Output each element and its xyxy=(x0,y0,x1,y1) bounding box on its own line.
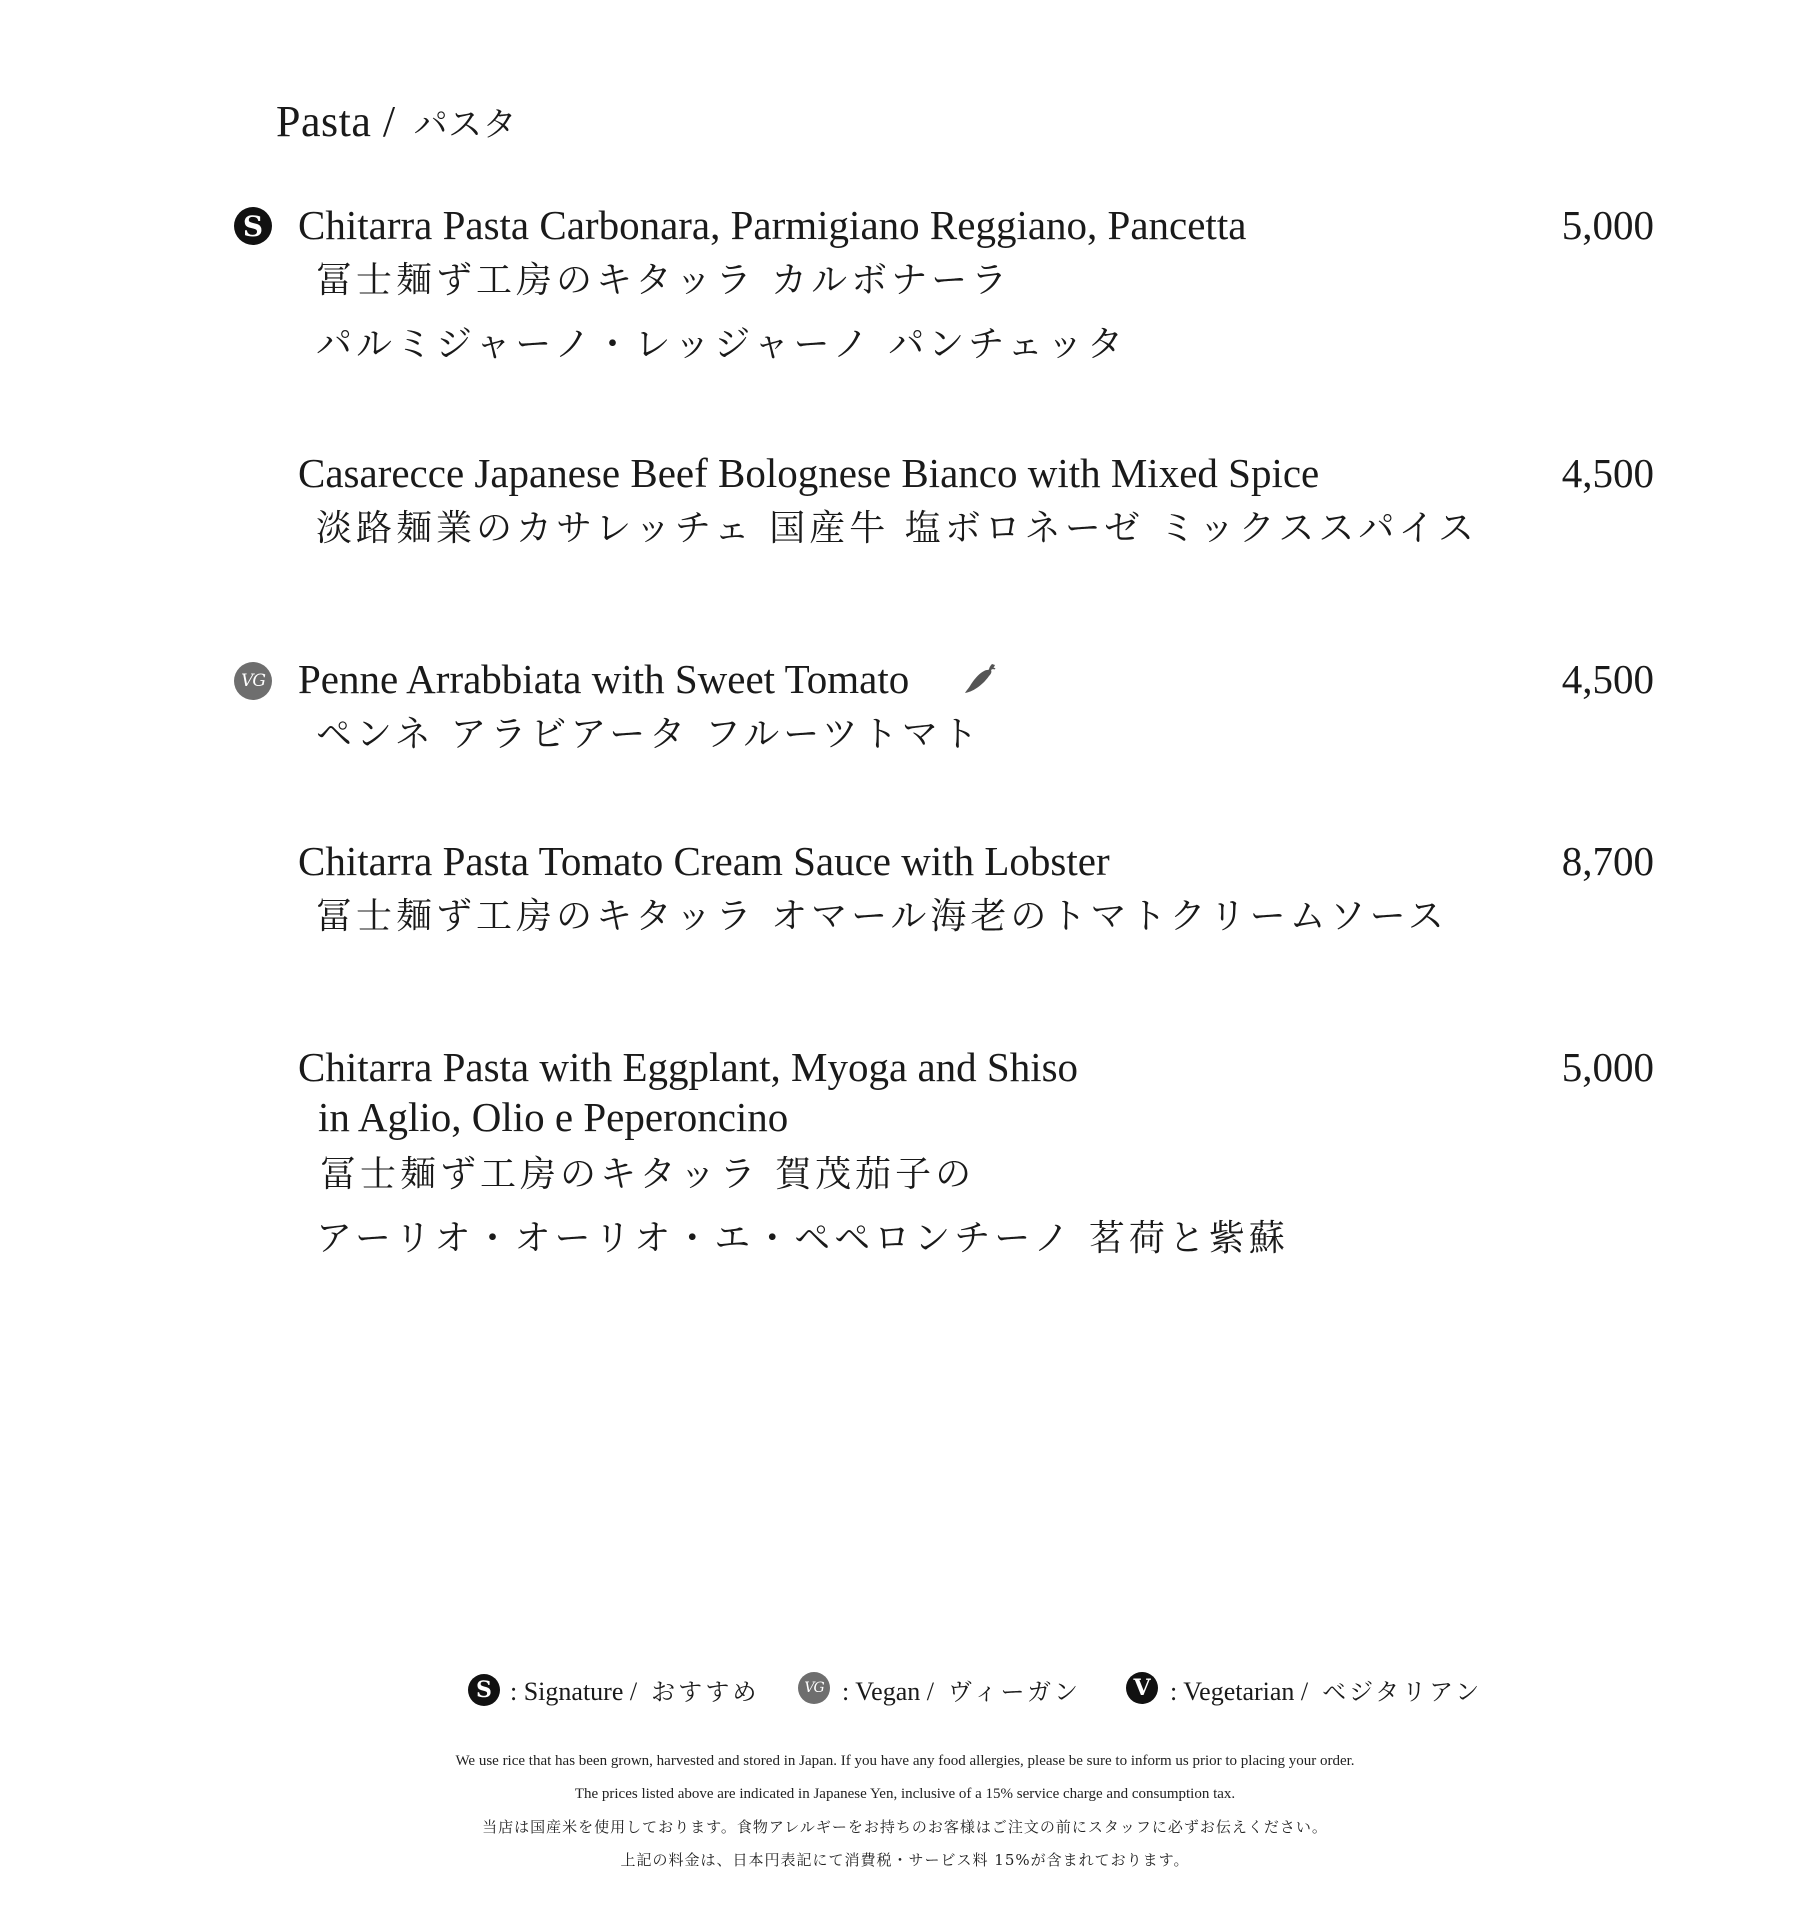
item-price: 5,000 xyxy=(1561,202,1654,248)
legend-vegetarian-en: : Vegetarian / xyxy=(1170,1677,1309,1706)
legend-vegan-en: : Vegan / xyxy=(842,1677,934,1706)
item-name-en: Chitarra Pasta Carbonara, Parmigiano Reggiano, Pancetta xyxy=(298,202,1247,248)
signature-badge-icon: S xyxy=(234,207,272,245)
legend-signature xyxy=(510,1674,759,1710)
section-title-en: Pasta / xyxy=(276,97,396,146)
vegetarian-badge-icon: V xyxy=(1126,1672,1158,1704)
legend-vegetarian-jp: ベジタリアン xyxy=(1322,1678,1483,1706)
item-name-jp: 淡路麺業のカサレッチェ 国産牛 塩ボロネーゼ ミックススパイス xyxy=(316,508,1479,549)
item-name-jp: 冨士麺ず工房のキタッラ 賀茂茄子の xyxy=(320,1154,976,1195)
item-name-jp: パルミジャーノ・レッジャーノ パンチェッタ xyxy=(316,324,1128,365)
vegan-badge-icon: VG xyxy=(798,1672,830,1704)
legend-signature-jp: おすすめ xyxy=(651,1678,760,1706)
item-name-en-continued: in Aglio, Olio e Peperoncino xyxy=(318,1094,789,1140)
chili-pepper-icon xyxy=(962,660,998,696)
note-rice-en: We use rice that has been grown, harvested and stored in Japan. If you have any food allergies, please be sure to inform us prior to placing your order. xyxy=(455,1753,1355,1769)
item-name-en: Chitarra Pasta with Eggplant, Myoga and Shiso xyxy=(298,1044,1079,1090)
section-title-jp: パスタ xyxy=(413,107,518,144)
legend-vegetarian xyxy=(1170,1674,1482,1710)
signature-badge-icon: S xyxy=(468,1674,500,1706)
legend-vegan-jp: ヴィーガン xyxy=(947,1678,1082,1706)
item-price: 4,500 xyxy=(1561,450,1654,496)
item-name-en: Casarecce Japanese Beef Bolognese Bianco with Mixed Spice xyxy=(298,450,1320,496)
item-price: 5,000 xyxy=(1561,1044,1654,1090)
vegan-badge-icon: VG xyxy=(234,662,272,700)
item-name-jp: アーリオ・オーリオ・エ・ペペロンチーノ 茗荷と紫蘇 xyxy=(316,1218,1289,1259)
legend-signature-en: : Signature / xyxy=(510,1677,638,1706)
note-price-en: The prices listed above are indicated in Japanese Yen, inclusive of a 15% service charge and consumption tax. xyxy=(574,1786,1236,1802)
legend-vegan xyxy=(842,1674,1081,1710)
note-rice-jp: 当店は国産米を使用しております。食物アレルギーをお持ちのお客様はご注文の前にスタッフに必ずお伝えください。 xyxy=(482,1818,1328,1836)
item-name-en: Chitarra Pasta Tomato Cream Sauce with Lobster xyxy=(298,838,1110,884)
item-price: 8,700 xyxy=(1561,838,1654,884)
item-name-jp: 冨士麺ず工房のキタッラ カルボナーラ xyxy=(316,260,1012,301)
item-price: 4,500 xyxy=(1561,656,1654,702)
item-name-jp: 冨士麺ず工房のキタッラ オマール海老のトマトクリームソース xyxy=(316,896,1448,937)
item-name-en: Penne Arrabbiata with Sweet Tomato xyxy=(298,656,910,702)
item-name-jp: ペンネ アラビアータ フルーツトマト xyxy=(316,714,982,755)
footer-notes xyxy=(0,1745,1810,1877)
section-title xyxy=(276,92,517,156)
note-price-jp: 上記の料金は、日本円表記にて消費税・サービス料 15%が含まれております。 xyxy=(620,1851,1190,1869)
dietary-legend xyxy=(0,1668,1810,1718)
